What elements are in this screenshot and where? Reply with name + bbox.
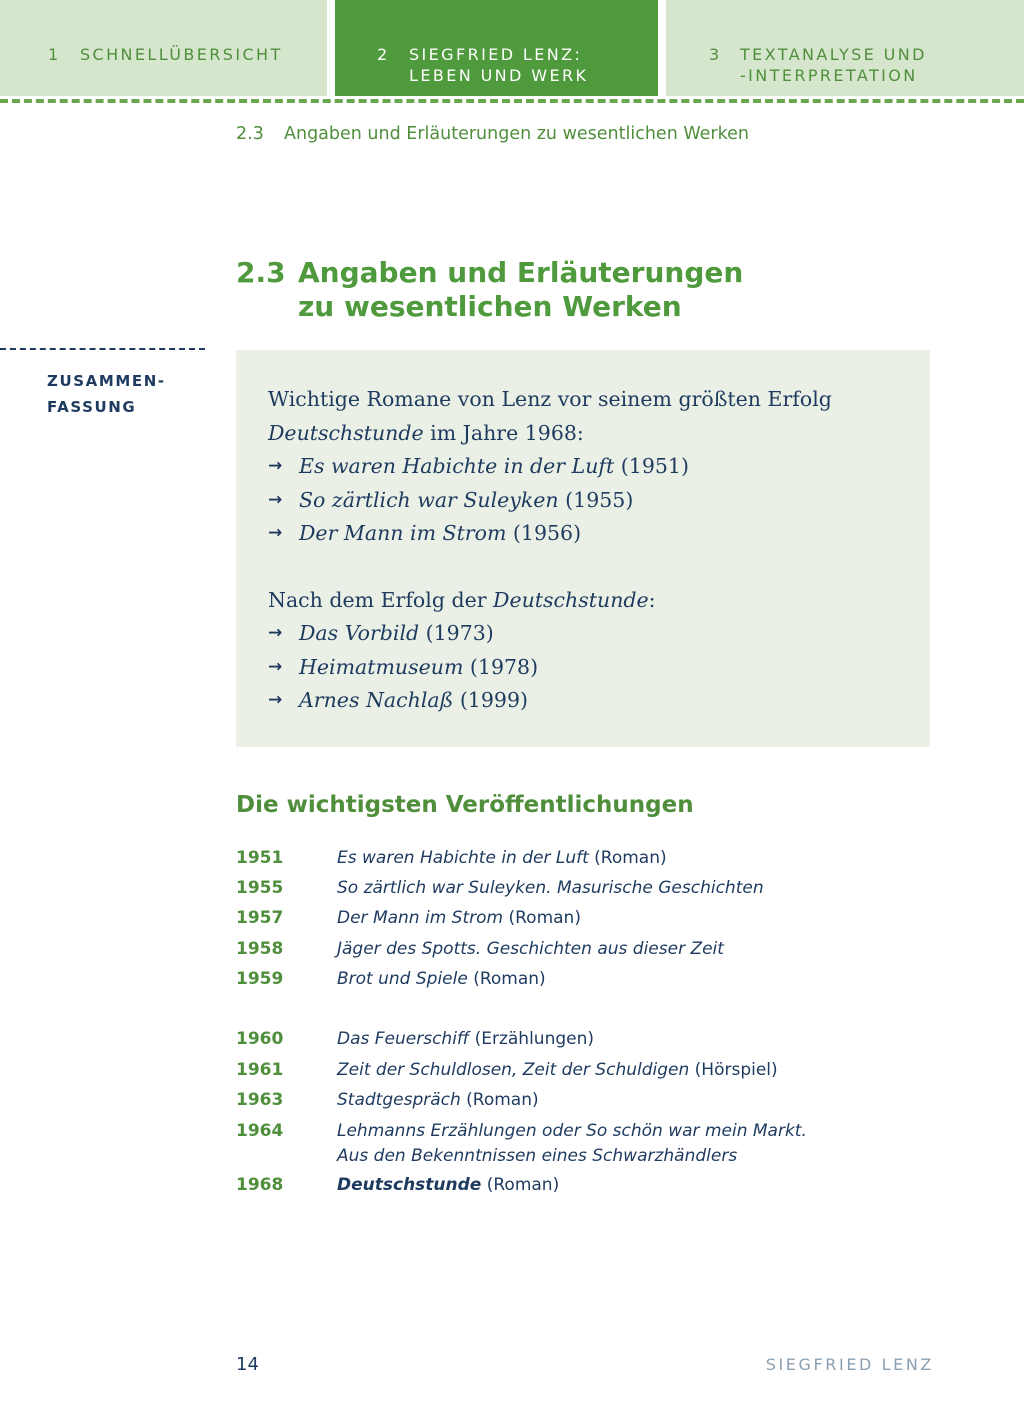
chapter-number: 2.3 — [236, 256, 286, 289]
arrow-right-icon: → — [268, 656, 283, 677]
footer-author: SIEGFRIED LENZ — [765, 1355, 934, 1374]
tab-number: 1 — [48, 45, 61, 64]
pub-work: Das Feuerschiff (Erzählungen) — [337, 1029, 595, 1049]
tab-label: SIEGFRIED LENZ: LEBEN UND WERK — [409, 45, 589, 85]
running-head-number: 2.3 — [236, 124, 264, 144]
sidebar-label-zusammenfassung: ZUSAMMEN- FASSUNG — [47, 372, 166, 416]
pub-work: Brot und Spiele (Roman) — [337, 969, 546, 989]
arrow-right-icon: → — [268, 690, 283, 710]
tab-number: 3 — [709, 45, 722, 64]
pub-work: Lehmanns Erzählungen oder So schön war mein Markt. Aus den Bekenntnissen eines Schwarzhändlers — [337, 1121, 807, 1166]
summary-list-before — [268, 450, 930, 551]
tab-label: SCHNELLÜBERSICHT — [80, 45, 283, 64]
summary-after-intro: Nach dem Erfolg der Deutschstunde: — [268, 587, 656, 612]
tab-textanalyse[interactable] — [666, 0, 1024, 96]
tab-leben-und-werk[interactable] — [335, 0, 658, 96]
pub-work: So zärtlich war Suleyken. Masurische Geschichten — [337, 878, 764, 898]
pub-year: 1951 — [236, 848, 284, 868]
list-item: → Arnes Nachlaß (1999) — [268, 684, 930, 718]
arrow-right-icon: → — [268, 489, 283, 510]
pub-work: Der Mann im Strom (Roman) — [337, 908, 581, 928]
page-number: 14 — [236, 1354, 259, 1375]
header-dashed-divider — [0, 99, 1024, 103]
pub-year: 1958 — [236, 939, 284, 959]
pub-year: 1963 — [236, 1090, 284, 1110]
summary-list-after — [268, 617, 930, 718]
tab-schnelluebersicht[interactable] — [0, 0, 327, 96]
chapter-title-text: Angaben und Erläuterungen zu wesentlichen Werken — [298, 256, 744, 323]
pub-year: 1968 — [236, 1175, 284, 1195]
tab-number: 2 — [377, 45, 390, 64]
list-item: → Das Vorbild (1973) — [268, 617, 930, 651]
summary-intro: Wichtige Romane von Lenz vor seinem größten Erfolg Deutschstunde im Jahre 1968: — [268, 387, 832, 445]
pub-work: Zeit der Schuldlosen, Zeit der Schuldigen (Hörspiel) — [337, 1060, 778, 1080]
pub-year: 1957 — [236, 908, 284, 928]
arrow-right-icon: → — [268, 456, 283, 476]
running-head — [236, 124, 749, 144]
pub-year: 1955 — [236, 878, 284, 898]
pub-year: 1960 — [236, 1029, 284, 1049]
pub-work: Jäger des Spotts. Geschichten aus dieser Zeit — [337, 939, 724, 959]
pub-work: Es waren Habichte in der Luft (Roman) — [337, 848, 667, 868]
pub-work: Deutschstunde (Roman) — [337, 1175, 560, 1195]
list-item: → Es waren Habichte in der Luft (1951) — [268, 450, 930, 484]
tab-label: TEXTANALYSE UND -INTERPRETATION — [740, 45, 927, 85]
list-item: → Heimatmuseum (1978) — [268, 651, 930, 685]
pub-year: 1961 — [236, 1060, 284, 1080]
list-item: → Der Mann im Strom (1956) — [268, 517, 930, 551]
summary-box — [236, 350, 930, 747]
pub-year: 1959 — [236, 969, 284, 989]
running-head-text: Angaben und Erläuterungen zu wesentlichen Werken — [284, 124, 749, 144]
list-item: → So zärtlich war Suleyken (1955) — [268, 484, 930, 518]
sidebar-dashed-divider — [0, 348, 205, 350]
publications-heading: Die wichtigsten Veröffentlichungen — [236, 792, 694, 818]
pub-work: Stadtgespräch (Roman) — [337, 1090, 539, 1110]
arrow-right-icon: → — [268, 523, 283, 543]
chapter-tabs — [0, 0, 1024, 96]
pub-year: 1964 — [236, 1121, 284, 1141]
arrow-right-icon: → — [268, 623, 283, 643]
